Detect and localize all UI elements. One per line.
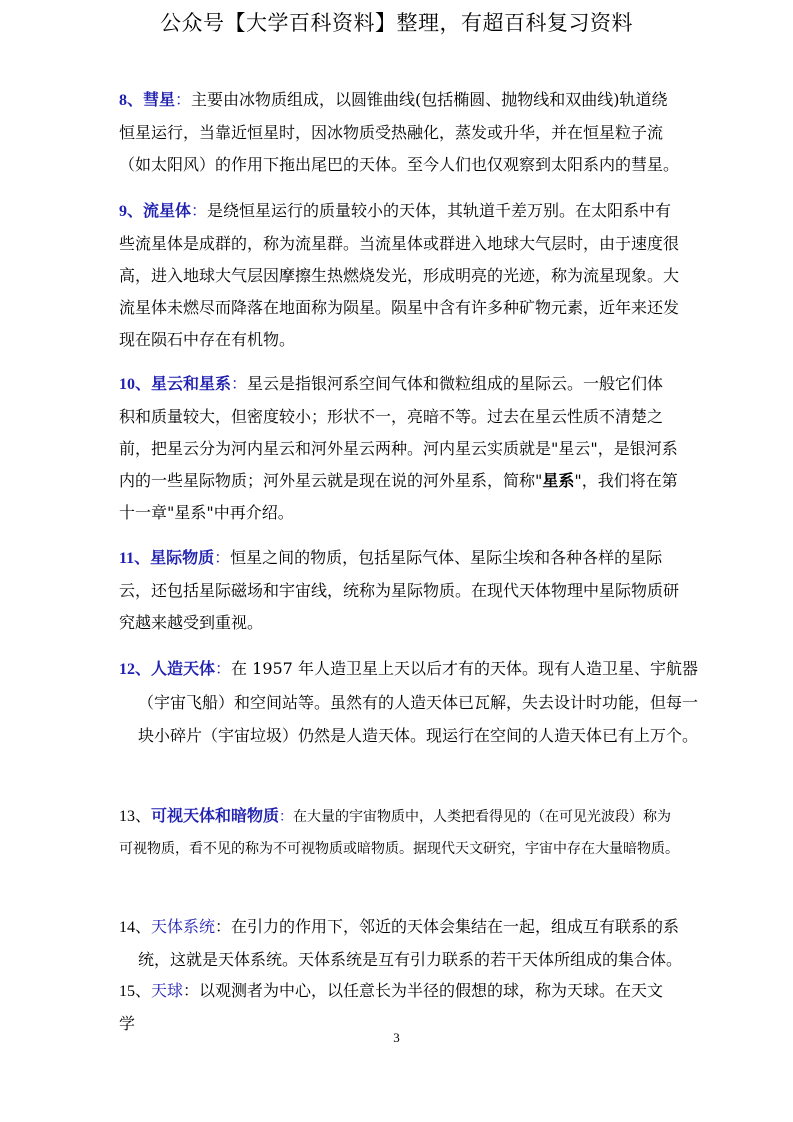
entry-term: 可视天体和暗物质 [151,806,280,825]
entry-artificial-body [119,653,698,752]
entry-emphasis: 星系 [542,471,575,490]
entry-separator: ： [183,981,200,1000]
entry-text: 星云是指银河系空间气体和微粒组成的星际云。一般它们体积和质量较大，但密度较小；形状不一，亮暗不等。过去在星云性质不清楚之前，把星云分为河内星云和河外星云两种。河内星云实质就是"星云"，是银河系内的一些星际物质；河外星云就是现在说的河外星系，简称" [119,374,678,490]
entry-interstellar-matter [119,542,679,639]
entry-number: 10、 [119,376,152,393]
entry-text: 在大量的宇宙物质中，人类把看得见的（在可见光波段）称为可视物质，看不见的称为不可视物质或暗物质。据现代天文研究，宇宙中存在大量暗物质。 [119,809,679,857]
entry-separator: ： [214,548,231,567]
entry-term: 人造天体 [151,659,216,678]
entry-number: 14、 [119,919,152,936]
entry-separator: ： [191,201,208,220]
entry-term: 星际物质 [150,548,215,567]
entry-text: 是绕恒星运行的质量较小的天体，其轨道千差万别。在太阳系中有些流星体是成群的，称为流星群。当流星体或群进入地球大气层时，由于速度很高，进入地球大气层因摩擦生热燃烧发光，形成明亮的光迹，称为流星现象。大流星体未燃尽而降落在地面称为陨星。陨星中含有许多种矿物元素，近年来还发现在陨石中存在有机物。 [119,201,680,349]
entry-visible-dark-matter [119,800,679,865]
entry-term: 天体系统 [151,917,216,936]
entry-number: 12、 [119,661,152,678]
entry-text: 以观测者为中心，以任意长为半径的假想的球，称为天球。在天文学 [119,981,664,1033]
entry-separator: ： [215,917,232,936]
entry-term: 星云和星系 [151,374,232,393]
entry-meteoroid [119,195,679,356]
entry-number: 11、 [119,550,151,567]
entry-term: 天球 [151,981,184,1000]
entry-text: 在 1957 年人造卫星上天以后才有的天体。现有人造卫星、宇航器（宇宙飞船）和空间站等。虽然有的人造天体已瓦解，失去设计时功能，但每一块小碎片（宇宙垃圾）仍然是人造天体。现运行在空间的人造天体已有上万个。 [138,659,699,745]
entry-term: 流星体 [143,201,192,220]
entry-separator: ： [279,809,294,825]
entry-text: "，我们将在第十一章"星系"中再介绍。 [119,471,678,522]
entry-text: 主要由冰物质组成，以圆锥曲线(包括椭圆、抛物线和双曲线)轨道绕恒星运行，当靠近恒星时，因冰物质受热融化，蒸发或升华，并在恒星粒子流（如太阳风）的作用下拖出尾巴的天体。至今人们也仅观察到太阳系内的彗星。 [119,90,680,174]
page-number: 3 [393,1030,400,1045]
entry-term: 彗星 [143,90,176,109]
entry-separator: ： [231,374,248,393]
entry-text: 恒星之间的物质，包括星际气体、星际尘埃和各种各样的星际云，还包括星际磁场和宇宙线，统称为星际物质。在现代天体物理中星际物质研究越来越受到重视。 [119,548,680,632]
entry-number: 15、 [119,983,152,1000]
page-header: 公众号【大学百科资料】整理，有超百科复习资料 [160,11,633,35]
entry-nebula-galaxy [119,368,679,529]
entry-number: 8、 [119,92,144,109]
entry-text: 在引力的作用下，邻近的天体会集结在一起，组成互有联系的系统，这就是天体系统。天体系统是互有引力联系的若干天体所组成的集合体。 [138,917,683,969]
entry-separator: ： [175,90,192,109]
entry-comet [119,84,679,181]
entry-celestial-system [119,911,698,976]
entry-number: 13、 [119,808,152,825]
entry-number: 9、 [119,203,144,220]
entry-separator: ： [215,659,232,678]
